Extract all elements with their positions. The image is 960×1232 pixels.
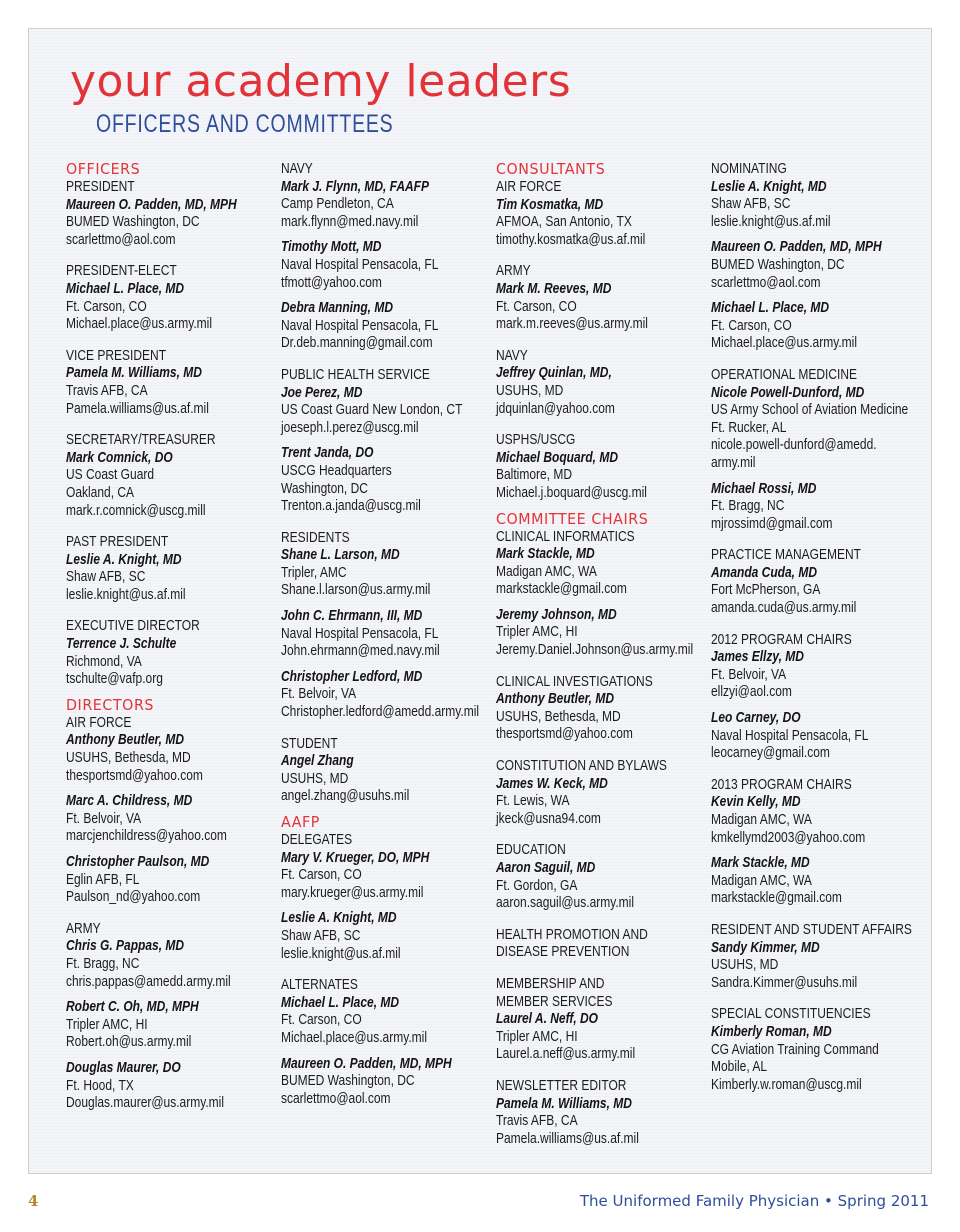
member-name: Amanda Cuda, MD xyxy=(711,563,818,581)
page-number: 4 xyxy=(28,1192,39,1210)
role-label: RESIDENTS xyxy=(281,528,350,546)
spacer xyxy=(711,291,960,299)
role-label: NAVY xyxy=(281,160,313,177)
member-name: Maureen O. Padden, MD, MPH xyxy=(66,195,237,213)
spacer xyxy=(711,230,960,238)
contact-line: Robert.oh@us.army.mil xyxy=(66,1033,192,1051)
contact-line: CG Aviation Training Command xyxy=(711,1040,879,1058)
contact-line: USUHS, MD xyxy=(496,381,564,399)
member-name: Aaron Saguil, MD xyxy=(496,859,596,876)
contact-line: Shaw AFB, SC xyxy=(66,568,146,586)
role-label: OPERATIONAL MEDICINE xyxy=(711,365,858,383)
role-label: CONSTITUTION AND BYLAWS xyxy=(496,757,667,775)
contact-line: Naval Hospital Pensacola, FL xyxy=(281,255,439,273)
contact-line: Ft. Bragg, NC xyxy=(711,497,785,515)
role-label: PRESIDENT-ELECT xyxy=(66,262,177,280)
member-name: Leslie A. Knight, MD xyxy=(281,909,397,927)
contact-line: Naval Hospital Pensacola, FL xyxy=(281,316,439,334)
contact-line: Pamela.williams@us.af.mil xyxy=(496,1129,639,1147)
member-name: Angel Zhang xyxy=(281,752,354,770)
member-name: Anthony Beutler, MD xyxy=(66,731,185,749)
member-name: Mark J. Flynn, MD, FAAFP xyxy=(281,177,430,195)
contact-line: BUMED Washington, DC xyxy=(66,213,200,231)
role-label: CLINICAL INVESTIGATIONS xyxy=(496,672,653,690)
role-label: NEWSLETTER EDITOR xyxy=(496,1076,627,1094)
role-label: MEMBER SERVICES xyxy=(496,992,613,1010)
page-title: your academy leaders xyxy=(70,56,572,107)
member-name: Mary V. Krueger, DO, MPH xyxy=(281,848,430,866)
contact-line: mjrossimd@gmail.com xyxy=(711,514,833,532)
member-name: Christopher Ledford, MD xyxy=(281,667,423,685)
contact-line: Sandra.Kimmer@usuhs.mil xyxy=(711,973,858,991)
contact-line: US Coast Guard New London, CT xyxy=(281,401,463,419)
contact-line: Tripler, AMC xyxy=(281,563,347,581)
role-label: EXECUTIVE DIRECTOR xyxy=(66,617,200,635)
role-label: ARMY xyxy=(496,262,531,280)
contact-line: leslie.knight@us.af.mil xyxy=(711,212,831,230)
contact-line: Naval Hospital Pensacola, FL xyxy=(281,624,439,642)
member-name: Kimberly Roman, MD xyxy=(711,1022,832,1040)
contact-line: Paulson_nd@yahoo.com xyxy=(66,888,201,906)
contact-line: leslie.knight@us.af.mil xyxy=(66,585,186,603)
contact-line: Travis AFB, CA xyxy=(66,381,148,399)
role-label: SECRETARY/TREASURER xyxy=(66,431,216,449)
member-name: Joe Perez, MD xyxy=(281,383,363,401)
contact-line: Ft. Belvoir, VA xyxy=(66,809,142,827)
member-name: James W. Keck, MD xyxy=(496,774,608,792)
member-name: Christopher Paulson, MD xyxy=(66,853,210,870)
contact-line: angel.zhang@usuhs.mil xyxy=(281,787,410,805)
contact-line: BUMED Washington, DC xyxy=(711,255,845,273)
contact-line: Madigan AMC, WA xyxy=(711,811,812,828)
contact-line: Ft. Carson, CO xyxy=(281,866,362,884)
section-heading: OFFICERS xyxy=(66,160,141,178)
spacer xyxy=(711,991,960,1005)
member-name: Marc A. Childress, MD xyxy=(66,792,193,810)
contact-line: Trenton.a.janda@uscg.mil xyxy=(281,497,421,515)
role-label: 2012 PROGRAM CHAIRS xyxy=(711,630,852,648)
role-label: AIR FORCE xyxy=(496,178,562,195)
role-label: CLINICAL INFORMATICS xyxy=(496,527,635,545)
member-name: Timothy Mott, MD xyxy=(281,238,382,256)
contact-line: BUMED Washington, DC xyxy=(281,1072,415,1090)
role-label: ARMY xyxy=(66,919,101,937)
spacer xyxy=(711,532,960,546)
role-label: EDUCATION xyxy=(496,841,566,859)
member-name: Michael L. Place, MD xyxy=(711,299,830,317)
contact-line: kmkellymd2003@yahoo.com xyxy=(711,828,866,846)
contact-line: USUHS, MD xyxy=(281,769,349,787)
role-label: DISEASE PREVENTION xyxy=(496,943,630,961)
role-label: NAVY xyxy=(496,346,528,364)
contact-line: Michael.j.boquard@uscg.mil xyxy=(496,483,647,501)
role-label: MEMBERSHIP AND xyxy=(496,974,605,992)
section-heading: AAFP xyxy=(281,813,320,831)
member-name: Maureen O. Padden, MD, MPH xyxy=(281,1054,452,1072)
contact-line: US Coast Guard xyxy=(66,466,155,484)
role-label: PUBLIC HEALTH SERVICE xyxy=(281,365,430,383)
contact-line: jkeck@usna94.com xyxy=(496,809,601,827)
section-heading: COMMITTEE CHAIRS xyxy=(496,509,649,528)
member-name: Debra Manning, MD xyxy=(281,299,394,317)
contact-line: markstackle@gmail.com xyxy=(496,580,627,598)
contact-line: Baltimore, MD xyxy=(496,466,573,484)
contact-line: aaron.saguil@us.army.mil xyxy=(496,894,635,912)
spacer xyxy=(711,846,960,854)
contact-line: Tripler AMC, HI xyxy=(496,1027,578,1045)
contact-line: tschulte@vafp.org xyxy=(66,670,163,688)
contact-line: tfmott@yahoo.com xyxy=(281,273,382,291)
member-name: Shane L. Larson, MD xyxy=(281,546,400,564)
column-4 xyxy=(711,160,960,1093)
contact-line: Ft. Belvoir, VA xyxy=(711,665,787,683)
contact-line: leslie.knight@us.af.mil xyxy=(281,944,401,962)
spacer xyxy=(711,352,960,366)
member-name: Leslie A. Knight, MD xyxy=(711,177,827,195)
contact-line: joeseph.l.perez@uscg.mil xyxy=(281,418,419,436)
contact-line: Michael.place@us.army.mil xyxy=(281,1028,427,1046)
role-label: 2013 PROGRAM CHAIRS xyxy=(711,775,852,793)
member-name: Mark Stackle, MD xyxy=(711,854,810,872)
spacer xyxy=(711,907,960,921)
contact-line: mark.r.comnick@uscg.mill xyxy=(66,501,206,519)
member-name: Chris G. Pappas, MD xyxy=(66,937,185,955)
member-name: Laurel A. Neff, DO xyxy=(496,1010,599,1028)
section-heading: DIRECTORS xyxy=(66,695,155,714)
contact-line: Christopher.ledford@amedd.army.mil xyxy=(281,703,480,721)
contact-line: Shaw AFB, SC xyxy=(711,195,791,213)
contact-line: Ft. Carson, CO xyxy=(281,1011,362,1029)
spacer xyxy=(711,472,960,480)
contact-line: Jeremy.Daniel.Johnson@us.army.mil xyxy=(496,641,694,659)
contact-line: Washington, DC xyxy=(281,479,368,497)
contact-line: Ft. Carson, CO xyxy=(66,297,147,315)
contact-line: markstackle@gmail.com xyxy=(711,889,842,907)
contact-line: Kimberly.w.roman@uscg.mil xyxy=(711,1075,862,1093)
contact-line: Tripler AMC, HI xyxy=(66,1015,148,1033)
contact-line: Oakland, CA xyxy=(66,483,135,501)
role-label: SPECIAL CONSTITUENCIES xyxy=(711,1005,871,1023)
contact-line: Shaw AFB, SC xyxy=(281,926,361,944)
contact-line: nicole.powell-dunford@amedd. xyxy=(711,436,877,454)
contact-line: Madigan AMC, WA xyxy=(496,562,597,580)
contact-line: Ft. Bragg, NC xyxy=(66,954,140,972)
role-label: HEALTH PROMOTION AND xyxy=(496,925,648,943)
contact-line: timothy.kosmatka@us.af.mil xyxy=(496,230,646,248)
role-label: DELEGATES xyxy=(281,831,353,848)
role-label: PRESIDENT xyxy=(66,178,135,195)
contact-line: Tripler AMC, HI xyxy=(496,623,578,641)
contact-line: Ft. Carson, CO xyxy=(496,297,577,315)
contact-line: USCG Headquarters xyxy=(281,461,392,479)
role-label: ALTERNATES xyxy=(281,976,358,994)
spacer xyxy=(711,617,960,631)
page-subtitle: OFFICERS AND COMMITTEES xyxy=(96,110,394,138)
role-label: AIR FORCE xyxy=(66,713,132,731)
role-label: NOMINATING xyxy=(711,160,787,177)
member-name: Kevin Kelly, MD xyxy=(711,793,801,811)
contact-line: Shane.l.larson@us.army.mil xyxy=(281,581,431,599)
contact-line: US Army School of Aviation Medicine xyxy=(711,401,909,419)
member-name: Mark Comnick, DO xyxy=(66,448,173,466)
member-name: Michael Rossi, MD xyxy=(711,479,817,497)
contact-line: Ft. Belvoir, VA xyxy=(281,685,357,703)
contact-line: scarlettmo@aol.com xyxy=(66,230,176,248)
contact-line: Laurel.a.neff@us.army.mil xyxy=(496,1045,636,1063)
contact-line: chris.pappas@amedd.army.mil xyxy=(66,972,231,990)
contact-line: AFMOA, San Antonio, TX xyxy=(496,213,632,231)
contact-line: thesportsmd@yahoo.com xyxy=(66,766,203,784)
member-name: Pamela M. Williams, MD xyxy=(496,1094,632,1112)
contact-line: Michael.place@us.army.mil xyxy=(66,315,212,333)
role-label: PAST PRESIDENT xyxy=(66,533,169,551)
contact-line: mark.m.reeves@us.army.mil xyxy=(496,315,648,333)
member-name: Jeremy Johnson, MD xyxy=(496,605,617,623)
contact-line: Ft. Lewis, WA xyxy=(496,792,570,810)
contact-line: Camp Pendleton, CA xyxy=(281,195,394,213)
member-name: Maureen O. Padden, MD, MPH xyxy=(711,238,882,256)
role-label: PRACTICE MANAGEMENT xyxy=(711,546,862,564)
member-name: John C. Ehrmann, III, MD xyxy=(281,607,423,625)
contact-line: marcjenchildress@yahoo.com xyxy=(66,827,227,845)
contact-line: Ft. Gordon, GA xyxy=(496,876,578,894)
contact-line: Naval Hospital Pensacola, FL xyxy=(711,726,869,744)
contact-line: mark.flynn@med.navy.mil xyxy=(281,212,419,230)
member-name: Anthony Beutler, MD xyxy=(496,690,615,708)
contact-line: leocarney@gmail.com xyxy=(711,744,830,762)
contact-line: USUHS, Bethesda, MD xyxy=(496,707,621,725)
contact-line: USUHS, Bethesda, MD xyxy=(66,749,191,767)
member-name: Jeffrey Quinlan, MD, xyxy=(496,364,612,382)
member-name: Terrence J. Schulte xyxy=(66,635,177,653)
role-label: RESIDENT AND STUDENT AFFAIRS xyxy=(711,920,912,938)
contact-line: Ft. Rucker, AL xyxy=(711,418,787,436)
contact-line: amanda.cuda@us.army.mil xyxy=(711,599,857,617)
role-label: VICE PRESIDENT xyxy=(66,346,167,364)
role-label: STUDENT xyxy=(281,734,338,752)
contact-line: Richmond, VA xyxy=(66,652,142,670)
contact-line: scarlettmo@aol.com xyxy=(281,1089,391,1107)
contact-line: mary.krueger@us.army.mil xyxy=(281,883,424,901)
contact-line: Madigan AMC, WA xyxy=(711,871,812,889)
section-heading: CONSULTANTS xyxy=(496,160,606,178)
member-name: Michael L. Place, MD xyxy=(281,993,400,1011)
contact-line: scarlettmo@aol.com xyxy=(711,273,821,291)
publication-footer: The Uniformed Family Physician • Spring 2011 xyxy=(579,1192,929,1210)
contact-line: Mobile, AL xyxy=(711,1058,768,1076)
contact-line: Douglas.maurer@us.army.mil xyxy=(66,1094,224,1112)
role-label: USPHS/USCG xyxy=(496,431,576,449)
contact-line: Travis AFB, CA xyxy=(496,1112,578,1130)
contact-line: USUHS, MD xyxy=(711,956,779,974)
contact-line: army.mil xyxy=(711,453,756,471)
contact-line: jdquinlan@yahoo.com xyxy=(496,399,615,417)
contact-line: Fort McPherson, GA xyxy=(711,581,821,599)
contact-line: thesportsmd@yahoo.com xyxy=(496,725,633,743)
contact-line: John.ehrmann@med.navy.mil xyxy=(281,642,440,660)
contact-line: Eglin AFB, FL xyxy=(66,870,140,888)
member-name: Trent Janda, DO xyxy=(281,444,374,462)
contact-line: Ft. Hood, TX xyxy=(66,1076,134,1094)
member-name: Sandy Kimmer, MD xyxy=(711,938,820,956)
member-name: Mark M. Reeves, MD xyxy=(496,279,612,297)
member-name: Douglas Maurer, DO xyxy=(66,1058,181,1076)
member-name: Pamela M. Williams, MD xyxy=(66,364,202,382)
member-name: Tim Kosmatka, MD xyxy=(496,195,604,213)
contact-line: Pamela.williams@us.af.mil xyxy=(66,399,209,417)
spacer xyxy=(711,701,960,709)
member-name: Mark Stackle, MD xyxy=(496,545,595,563)
member-name: Michael Boquard, MD xyxy=(496,448,619,466)
spacer xyxy=(711,762,960,776)
contact-line: Ft. Carson, CO xyxy=(711,316,792,334)
contact-line: ellzyi@aol.com xyxy=(711,683,792,701)
member-name: James Ellzy, MD xyxy=(711,648,804,666)
member-name: Michael L. Place, MD xyxy=(66,279,185,297)
contact-line: Michael.place@us.army.mil xyxy=(711,334,857,352)
contact-line: Dr.deb.manning@gmail.com xyxy=(281,334,433,352)
member-name: Nicole Powell-Dunford, MD xyxy=(711,383,865,401)
member-name: Robert C. Oh, MD, MPH xyxy=(66,998,199,1016)
member-name: Leo Carney, DO xyxy=(711,709,801,727)
member-name: Leslie A. Knight, MD xyxy=(66,550,182,568)
